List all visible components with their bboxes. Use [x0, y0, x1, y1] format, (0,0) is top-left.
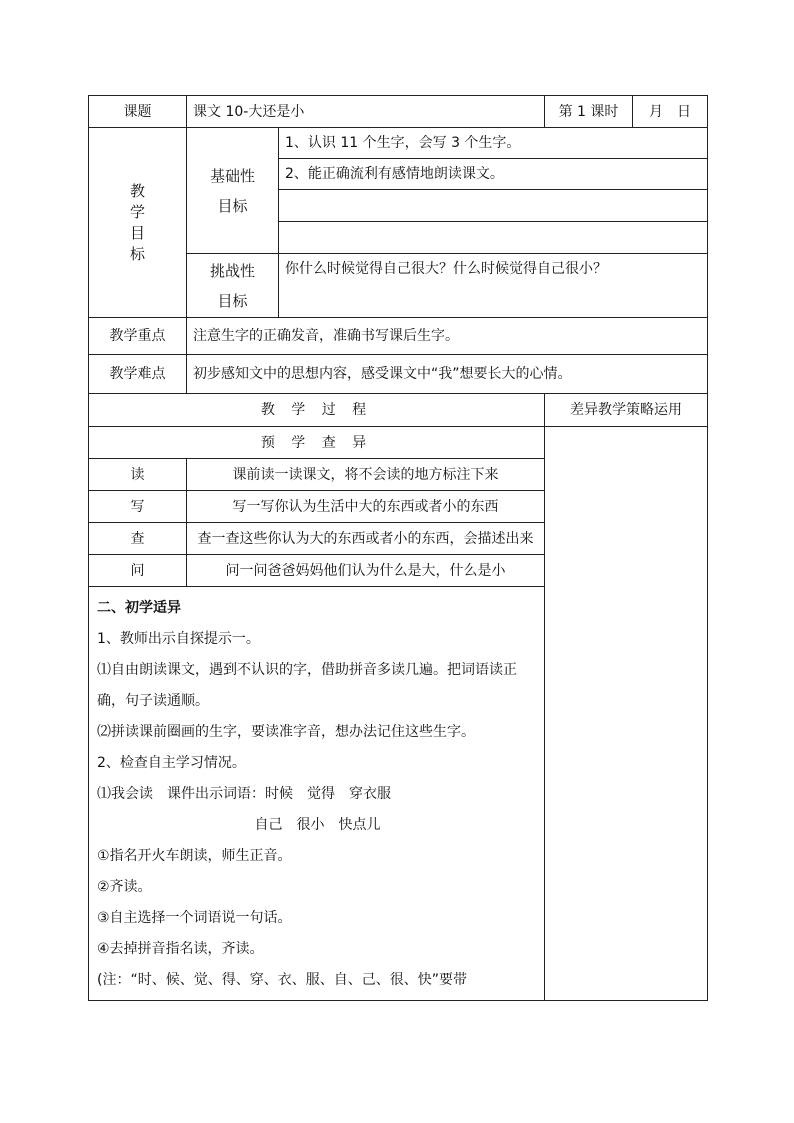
goals-label-char: 学 [129, 202, 145, 221]
process-line: 自己 很小 快点儿 [254, 817, 381, 833]
difficulty-text: 初步感知文中的思想内容，感受课文中“我”想要长大的心情。 [187, 355, 708, 394]
process-line: ③自主选择一个词语说一句话。 [97, 910, 292, 926]
process-line: ①指名开火车朗读，师生正音。 [97, 848, 292, 864]
topic-label: 课题 [89, 96, 187, 128]
key-point-label: 教学重点 [89, 318, 187, 355]
lesson-plan-table [88, 95, 708, 1001]
process-line: 1、教师出示自探提示一。 [97, 631, 260, 647]
basic-goal-item [279, 222, 708, 254]
process-header-row [89, 394, 708, 427]
preview-row-label: 读 [89, 459, 187, 491]
goals-label-char: 标 [129, 244, 145, 263]
challenge-goal-label: 挑战性 目标 [187, 254, 279, 318]
goals-label-char: 教 [129, 181, 145, 200]
key-point-row [89, 318, 708, 355]
goal-row [89, 128, 708, 159]
basic-goal-item [279, 190, 708, 222]
process-line: ⑴我会读 课件出示词语：时候 觉得 穿衣服 [97, 786, 391, 802]
preview-row-text: 问一问爸爸妈妈他们认为什么是大，什么是小 [187, 555, 545, 587]
goals-label [89, 128, 187, 318]
preview-row-text: 查一查这些你认为大的东西或者小的东西，会描述出来 [187, 523, 545, 555]
basic-goal-item: 1、认识 11 个生字，会写 3 个生字。 [279, 128, 708, 159]
preview-header: 预 学 查 异 [89, 427, 545, 459]
process-header: 教 学 过 程 [89, 394, 545, 427]
date-field: 月 日 [633, 96, 708, 128]
process-line: (注：“时、候、觉、得、穿、衣、服、自、己、很、快”要带 [97, 972, 467, 988]
process-line: ⑴自由朗读课文，遇到不认识的字，借助拼音多读几遍。把词语读正确，句子读通顺。 [97, 662, 517, 709]
basic-goal-label: 基础性 目标 [187, 128, 279, 254]
key-point-text: 注意生字的正确发音，准确书写课后生字。 [187, 318, 708, 355]
difficulty-label: 教学难点 [89, 355, 187, 394]
process-line: ②齐读。 [97, 879, 152, 895]
topic-value: 课文 10-大还是小 [187, 96, 545, 128]
preview-row-label: 写 [89, 491, 187, 523]
process-line: ⑵拼读课前圈画的生字，要读准字音，想办法记住这些生字。 [97, 724, 475, 740]
preview-row-label: 问 [89, 555, 187, 587]
preview-row-text: 写一写你认为生活中大的东西或者小的东西 [187, 491, 545, 523]
lesson-period: 第 1 课时 [545, 96, 633, 128]
process-line: 2、检查自主学习情况。 [97, 755, 246, 771]
basic-goal-item: 2、能正确流利有感情地朗读课文。 [279, 159, 708, 190]
difficulty-row [89, 355, 708, 394]
topic-row [89, 96, 708, 128]
preview-row-text: 课前读一读课文，将不会读的地方标注下来 [187, 459, 545, 491]
preview-header-row [89, 427, 708, 459]
process-body [89, 587, 545, 1001]
strategy-cell [545, 427, 708, 1001]
preview-row-label: 查 [89, 523, 187, 555]
process-line: ④去掉拼音指名读，齐读。 [97, 941, 264, 957]
section-title: 二、初学适异 [97, 600, 181, 616]
goals-label-char: 目 [129, 223, 145, 242]
challenge-goal-text: 你什么时候觉得自己很大？什么时候觉得自己很小？ [279, 254, 708, 318]
strategy-header: 差异教学策略运用 [545, 394, 708, 427]
